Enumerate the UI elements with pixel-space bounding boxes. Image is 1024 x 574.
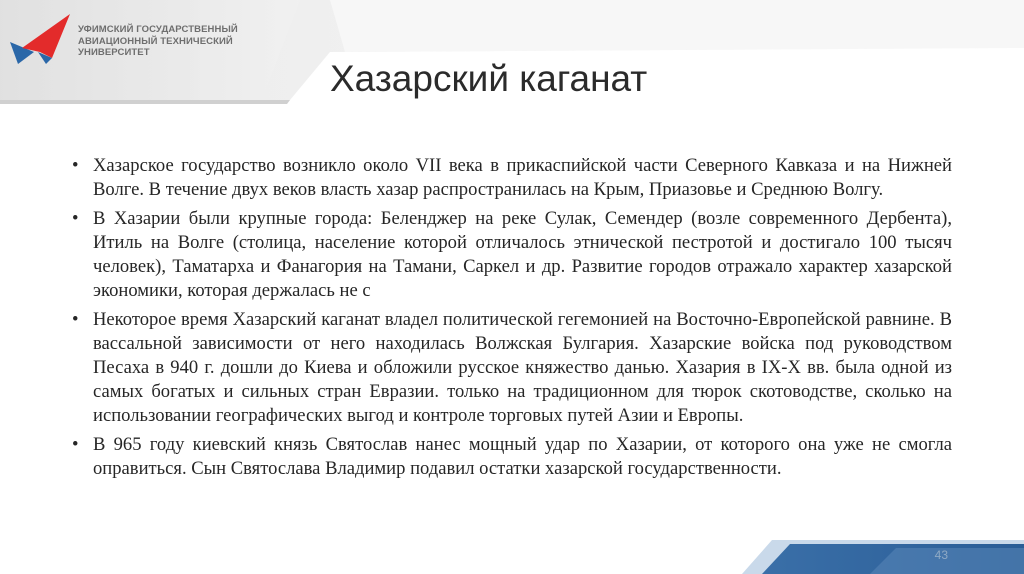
bullet-marker: • bbox=[72, 309, 79, 330]
bullet-text: Хазарское государство возникло около VII века в прикаспийской части Северного Кавказа и на Нижней Волге. В течение двух веков власть хазар распространилась на Крым, Приазовье и Среднюю Волгу. bbox=[93, 155, 952, 200]
bullet-text: В 965 году киевский князь Святослав нанес мощный удар по Хазарии, от которого она уже не смогла оправиться. Сын Святослава Владимир подавил остатки хазарской государственности. bbox=[93, 434, 952, 479]
slide-title: Хазарский каганат bbox=[330, 58, 648, 99]
university-name-line-3: УНИВЕРСИТЕТ bbox=[78, 47, 150, 58]
bullet-text: Некоторое время Хазарский каганат владел политической гегемонией на Восточно-Европейской равнине. В вассальной зависимости от него находилась Волжская Булгария. Хазарские войска под руководством Песаха в 940 г. дошли до Киева и обложили русское княжество данью. Хазария в IX-X вв. была одной из самых богатых и сильных стран Евразии. только на традиционном для тюрок скотоводстве, сколько на использовании географических выгод и контроле торговых путей Азии и Европы. bbox=[93, 309, 952, 426]
bullet-item bbox=[70, 308, 952, 428]
university-name-line-2: АВИАЦИОННЫЙ ТЕХНИЧЕСКИЙ bbox=[78, 35, 233, 47]
bullet-item bbox=[70, 154, 952, 202]
bullet-text: В Хазарии были крупные города: Беленджер на реке Сулак, Семендер (возле современного Дербента), Итиль на Волге (столица, население которой отличалось этнической пестротой и достигало 100 тысяч человек), Таматарха и Фанагория на Тамани, Саркел и др. Развитие городов отражало характер хазарской экономики, которая держалась не с bbox=[93, 208, 952, 301]
bullet-item bbox=[70, 207, 952, 303]
university-name-line-1: УФИМСКИЙ ГОСУДАРСТВЕННЫЙ bbox=[78, 24, 238, 35]
bullet-marker: • bbox=[72, 208, 79, 229]
page-number: 43 bbox=[934, 548, 948, 562]
bullet-marker: • bbox=[72, 155, 79, 176]
university-name bbox=[78, 24, 338, 59]
bullet-item bbox=[70, 433, 952, 481]
bullet-list bbox=[70, 154, 952, 486]
university-logo bbox=[8, 12, 74, 66]
bullet-marker: • bbox=[72, 434, 79, 455]
